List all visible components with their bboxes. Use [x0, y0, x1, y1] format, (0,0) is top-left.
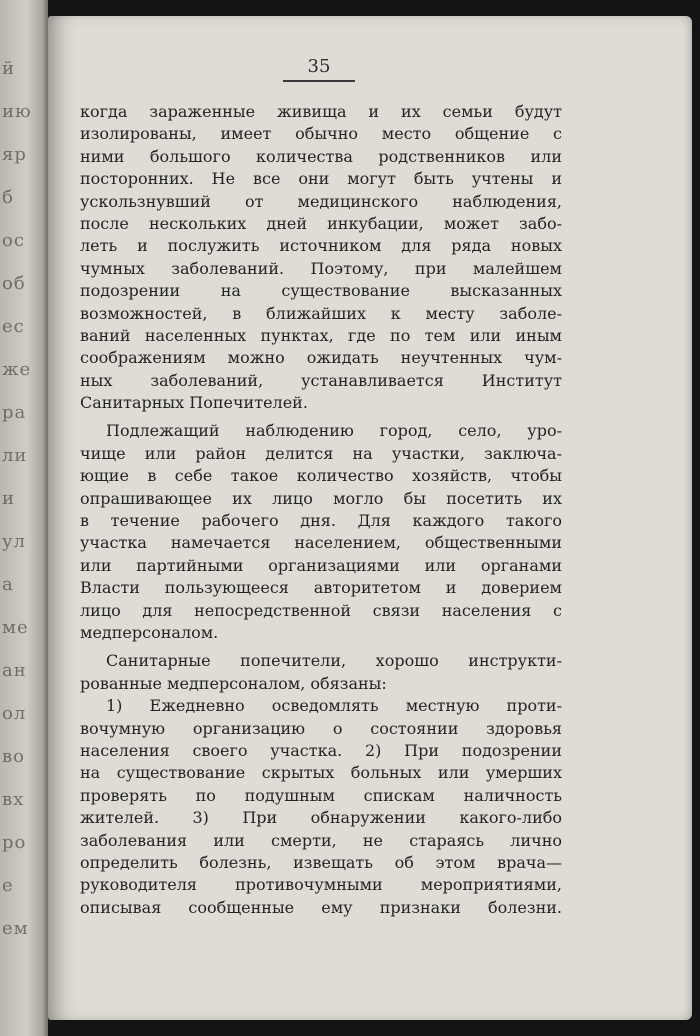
text-line: руководителя противочумными мероприятиями,	[80, 875, 562, 895]
text-line: медперсоналом.	[80, 622, 219, 642]
facing-page-fragment: ем	[2, 918, 29, 939]
text-line: проверять по подушным спискам наличность	[80, 785, 562, 805]
facing-page-fragment: же	[2, 359, 32, 380]
text-line: описывая сообщенные ему признаки болезни.	[80, 897, 562, 917]
text-line: Подлежащий наблюдению город, село, уро-	[106, 421, 562, 441]
text-line: участка намечается населением, общественными	[80, 533, 562, 553]
facing-page-fragment: ес	[2, 316, 25, 337]
text-line: или партийными организациями или органами	[80, 555, 562, 575]
text-line: рованные медперсоналом, обязаны:	[80, 673, 387, 693]
text-line: Санитарных Попечителей.	[80, 393, 308, 413]
text-line: ющие в себе такое количество хозяйств, чтобы	[80, 466, 562, 486]
facing-page-fragment: вх	[2, 789, 25, 810]
text-line: вочумную организацию о состоянии здоровья	[80, 718, 562, 738]
text-line: после нескольких дней инкубации, может забо-	[80, 213, 562, 233]
text-line: чумных заболеваний. Поэтому, при малейшем	[80, 258, 562, 278]
text-line: населения своего участка. 2) При подозрении	[80, 740, 562, 760]
facing-page-fragment: ос	[2, 230, 25, 251]
text-line: чище или район делится на участки, заключа-	[80, 443, 562, 463]
text-line: определить болезнь, извещать об этом врача—	[80, 852, 562, 872]
facing-page-fragment: ро	[2, 832, 27, 853]
text-line: соображениям можно ожидать неучтенных чум-	[80, 348, 562, 368]
facing-page-fragment: ан	[2, 660, 27, 681]
book-page	[48, 16, 692, 1020]
text-line: леть и послужить источником для ряда новых	[80, 236, 562, 256]
page-number: 35	[307, 56, 331, 77]
facing-page-fragment: яр	[2, 144, 27, 165]
text-line: изолированы, имеет обычно место общение с	[80, 124, 562, 144]
text-line: 1) Ежедневно осведомлять местную проти-	[106, 696, 562, 716]
text-line: в течение рабочего дня. Для каждого такого	[80, 511, 562, 531]
facing-page-fragment: б	[2, 187, 14, 208]
text-line: жителей. 3) При обнаружении какого-либо	[80, 808, 562, 828]
text-line: ных заболеваний, устанавливается Институт	[80, 370, 562, 390]
facing-page-fragment: е	[2, 875, 14, 896]
text-line: ними большого количества родственников или	[80, 146, 562, 166]
text-line: посторонних. Не все они могут быть учтены и	[80, 169, 562, 189]
facing-page-fragment: ме	[2, 617, 29, 638]
text-line: ускользнувший от медицинского наблюдения,	[80, 191, 562, 211]
text-line: лицо для непосредственной связи населения с	[80, 600, 562, 620]
facing-page-fragment: ию	[2, 101, 32, 122]
page-body-text	[80, 101, 562, 919]
facing-page-fragment: ра	[2, 402, 27, 423]
facing-page-fragment: ул	[2, 531, 27, 552]
facing-page-fragment: й	[2, 58, 15, 79]
text-line: ваний населенных пунктах, где по тем или иным	[80, 325, 562, 345]
page-number-rule	[283, 80, 355, 82]
text-line: подозрении на существование высказанных	[80, 281, 562, 301]
text-line: Санитарные попечители, хорошо инструкти-	[106, 651, 562, 671]
text-line: опрашивающее их лицо могло бы посетить их	[80, 488, 562, 508]
text-line: на существование скрытых больных или умерших	[80, 763, 562, 783]
text-line: возможностей, в ближайших к месту заболе-	[80, 303, 562, 323]
text-line: заболевания или смерти, не стараясь лично	[80, 830, 562, 850]
text-line: Власти пользующееся авторитетом и доверием	[80, 578, 562, 598]
facing-page-fragment: во	[2, 746, 25, 767]
text-line: когда зараженные живища и их семьи будут	[80, 102, 562, 121]
facing-page-edge	[0, 0, 48, 1036]
facing-page-fragment: и	[2, 488, 15, 509]
facing-page-fragment: а	[2, 574, 14, 595]
facing-page-fragment: ли	[2, 445, 28, 466]
facing-page-fragment: об	[2, 273, 26, 294]
facing-page-fragment: ол	[2, 703, 27, 724]
